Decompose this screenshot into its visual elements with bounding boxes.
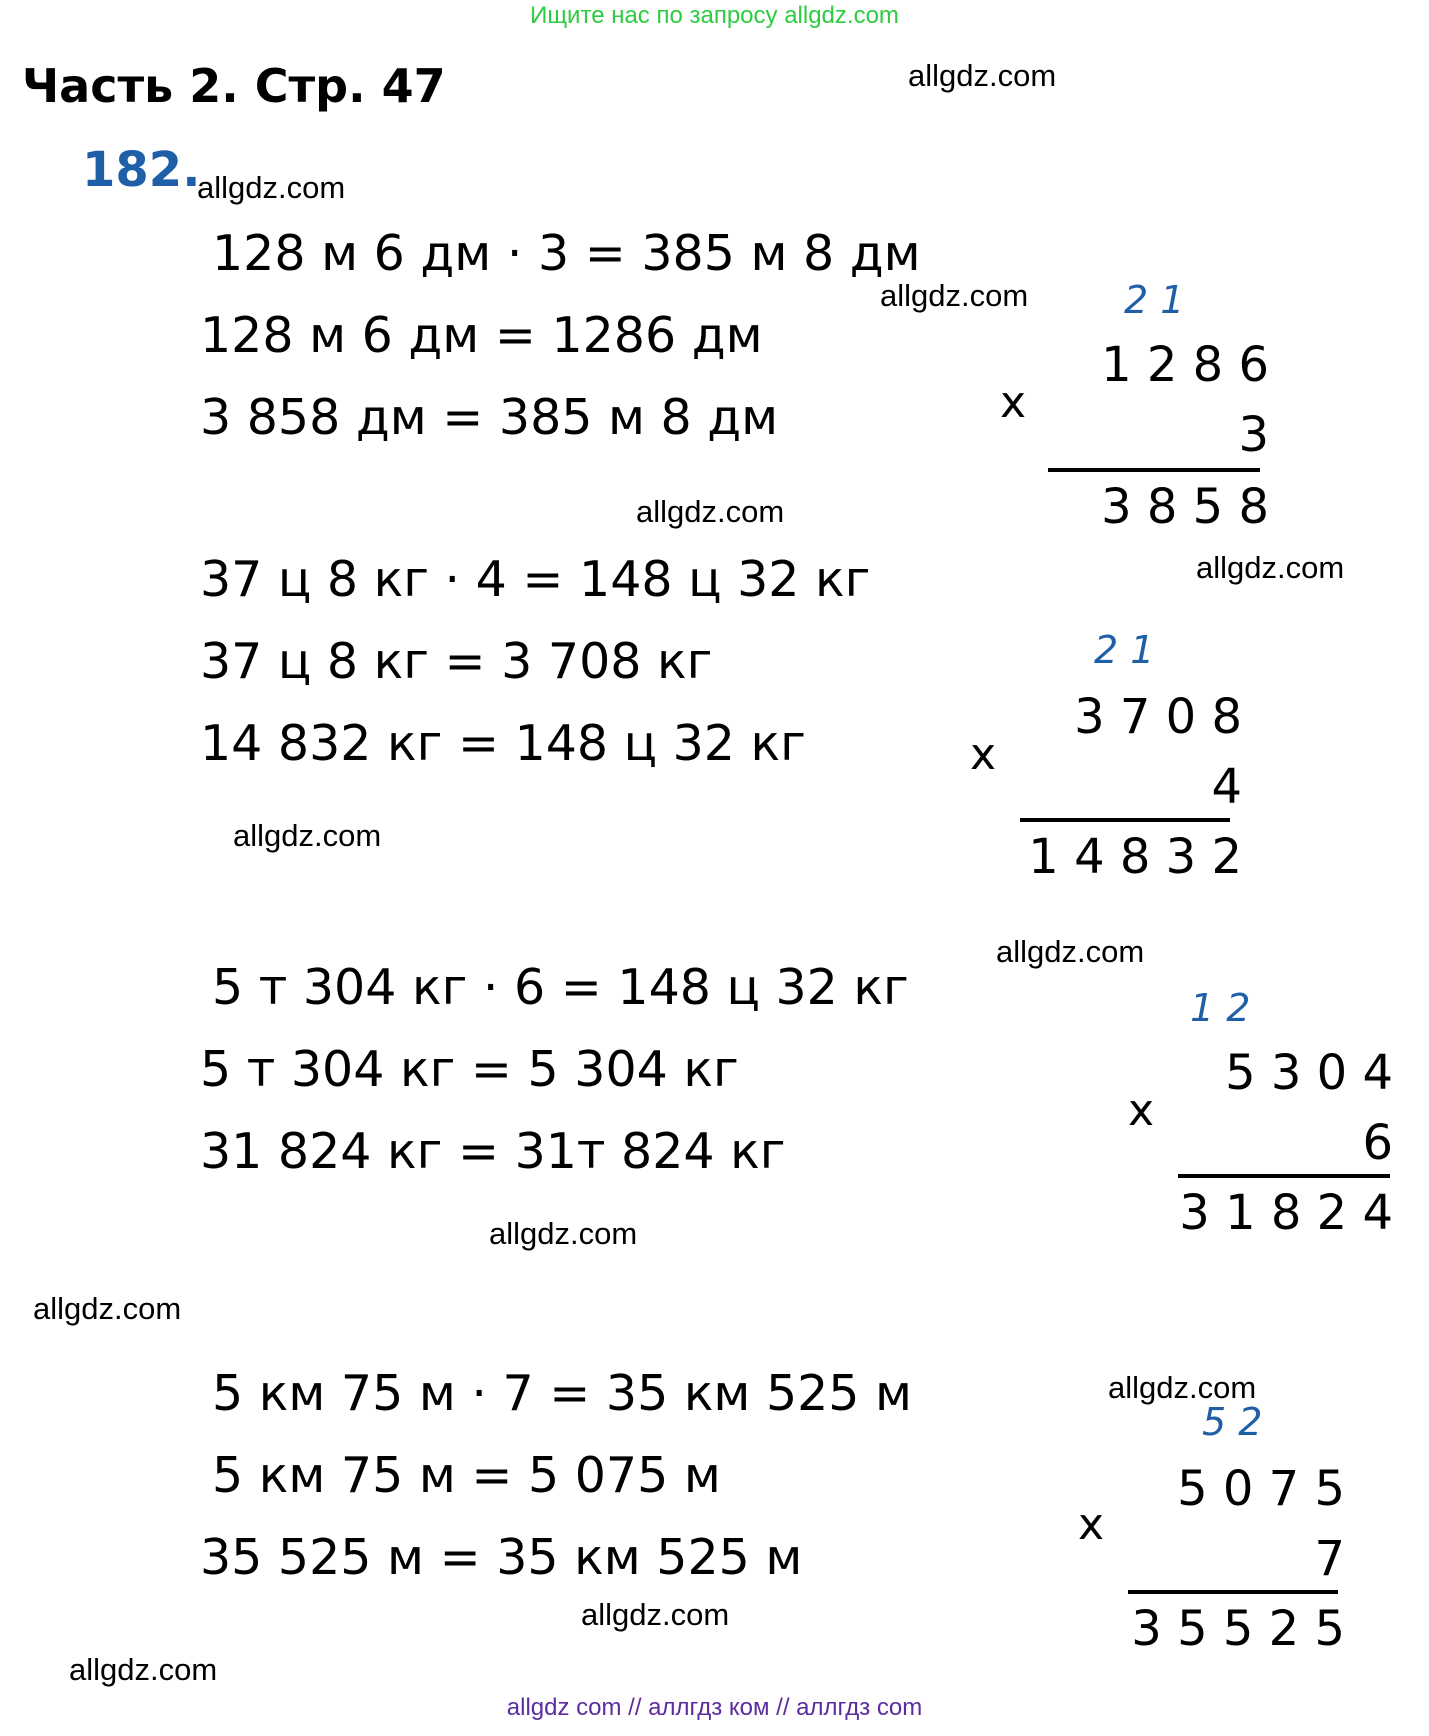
- watermark: allgdz.com: [996, 934, 1145, 969]
- equation-line: 37 ц 8 кг · 4 = 148 ц 32 кг: [200, 551, 871, 608]
- multiply-sign: x: [1128, 1085, 1155, 1136]
- product: 3 1 8 2 4: [1179, 1185, 1393, 1241]
- equation-line: 5 км 75 м · 7 = 35 км 525 м: [212, 1365, 913, 1422]
- watermark: allgdz.com: [233, 818, 382, 853]
- equation-line: 5 т 304 кг · 6 = 148 ц 32 кг: [212, 959, 909, 1016]
- watermark: allgdz.com: [33, 1291, 182, 1326]
- equation-line: 128 м 6 дм = 1286 дм: [200, 307, 763, 364]
- product: 1 4 8 3 2: [1028, 829, 1242, 885]
- equation-line: 14 832 кг = 148 ц 32 кг: [200, 715, 806, 772]
- multiplier: 6: [1362, 1115, 1393, 1171]
- page-title: Часть 2. Стр. 47: [22, 59, 446, 113]
- multiplicand: 5 3 0 4: [1225, 1045, 1393, 1101]
- watermark: allgdz.com: [908, 58, 1057, 93]
- equation-line: 31 824 кг = 31т 824 кг: [200, 1123, 786, 1180]
- watermark: allgdz.com: [581, 1597, 730, 1632]
- multiply-sign: x: [970, 729, 997, 780]
- equation-line: 35 525 м = 35 км 525 м: [200, 1529, 803, 1586]
- carry-digits: 2 1: [1124, 278, 1185, 322]
- carry-digits: 2 1: [1094, 628, 1155, 672]
- watermark: allgdz.com: [1108, 1370, 1257, 1405]
- task-number: 182.: [82, 142, 201, 198]
- watermark: allgdz.com: [69, 1652, 218, 1687]
- watermark: allgdz.com: [489, 1216, 638, 1251]
- top-banner: Ищите нас по запросу allgdz.com: [530, 2, 899, 29]
- carry-digits: 1 2: [1190, 986, 1251, 1030]
- multiplicand: 3 7 0 8: [1074, 689, 1242, 745]
- multiplier: 3: [1238, 407, 1269, 463]
- calc-rule: [1048, 468, 1260, 472]
- calc-rule: [1020, 818, 1230, 822]
- product: 3 8 5 8: [1101, 479, 1269, 535]
- product: 3 5 5 2 5: [1131, 1601, 1345, 1657]
- multiplier: 4: [1211, 759, 1242, 815]
- equation-line: 3 858 дм = 385 м 8 дм: [200, 389, 779, 446]
- equation-line: 37 ц 8 кг = 3 708 кг: [200, 633, 713, 690]
- calc-rule: [1128, 1590, 1338, 1594]
- multiply-sign: x: [1000, 377, 1027, 428]
- calc-rule: [1178, 1174, 1390, 1178]
- watermark: allgdz.com: [1196, 550, 1345, 585]
- multiplicand: 5 0 7 5: [1177, 1461, 1345, 1517]
- multiply-sign: x: [1078, 1499, 1105, 1550]
- equation-line: 5 т 304 кг = 5 304 кг: [200, 1041, 739, 1098]
- carry-digits: 5 2: [1202, 1400, 1263, 1444]
- watermark: allgdz.com: [636, 494, 785, 529]
- footer: allgdz com // аллгдз ком // аллгдз com: [506, 1694, 923, 1721]
- multiplier: 7: [1314, 1531, 1345, 1587]
- multiplicand: 1 2 8 6: [1101, 337, 1269, 393]
- watermark: allgdz.com: [197, 170, 346, 205]
- equation-line: 128 м 6 дм · 3 = 385 м 8 дм: [212, 225, 921, 282]
- watermark: allgdz.com: [880, 278, 1029, 313]
- equation-line: 5 км 75 м = 5 075 м: [212, 1447, 721, 1504]
